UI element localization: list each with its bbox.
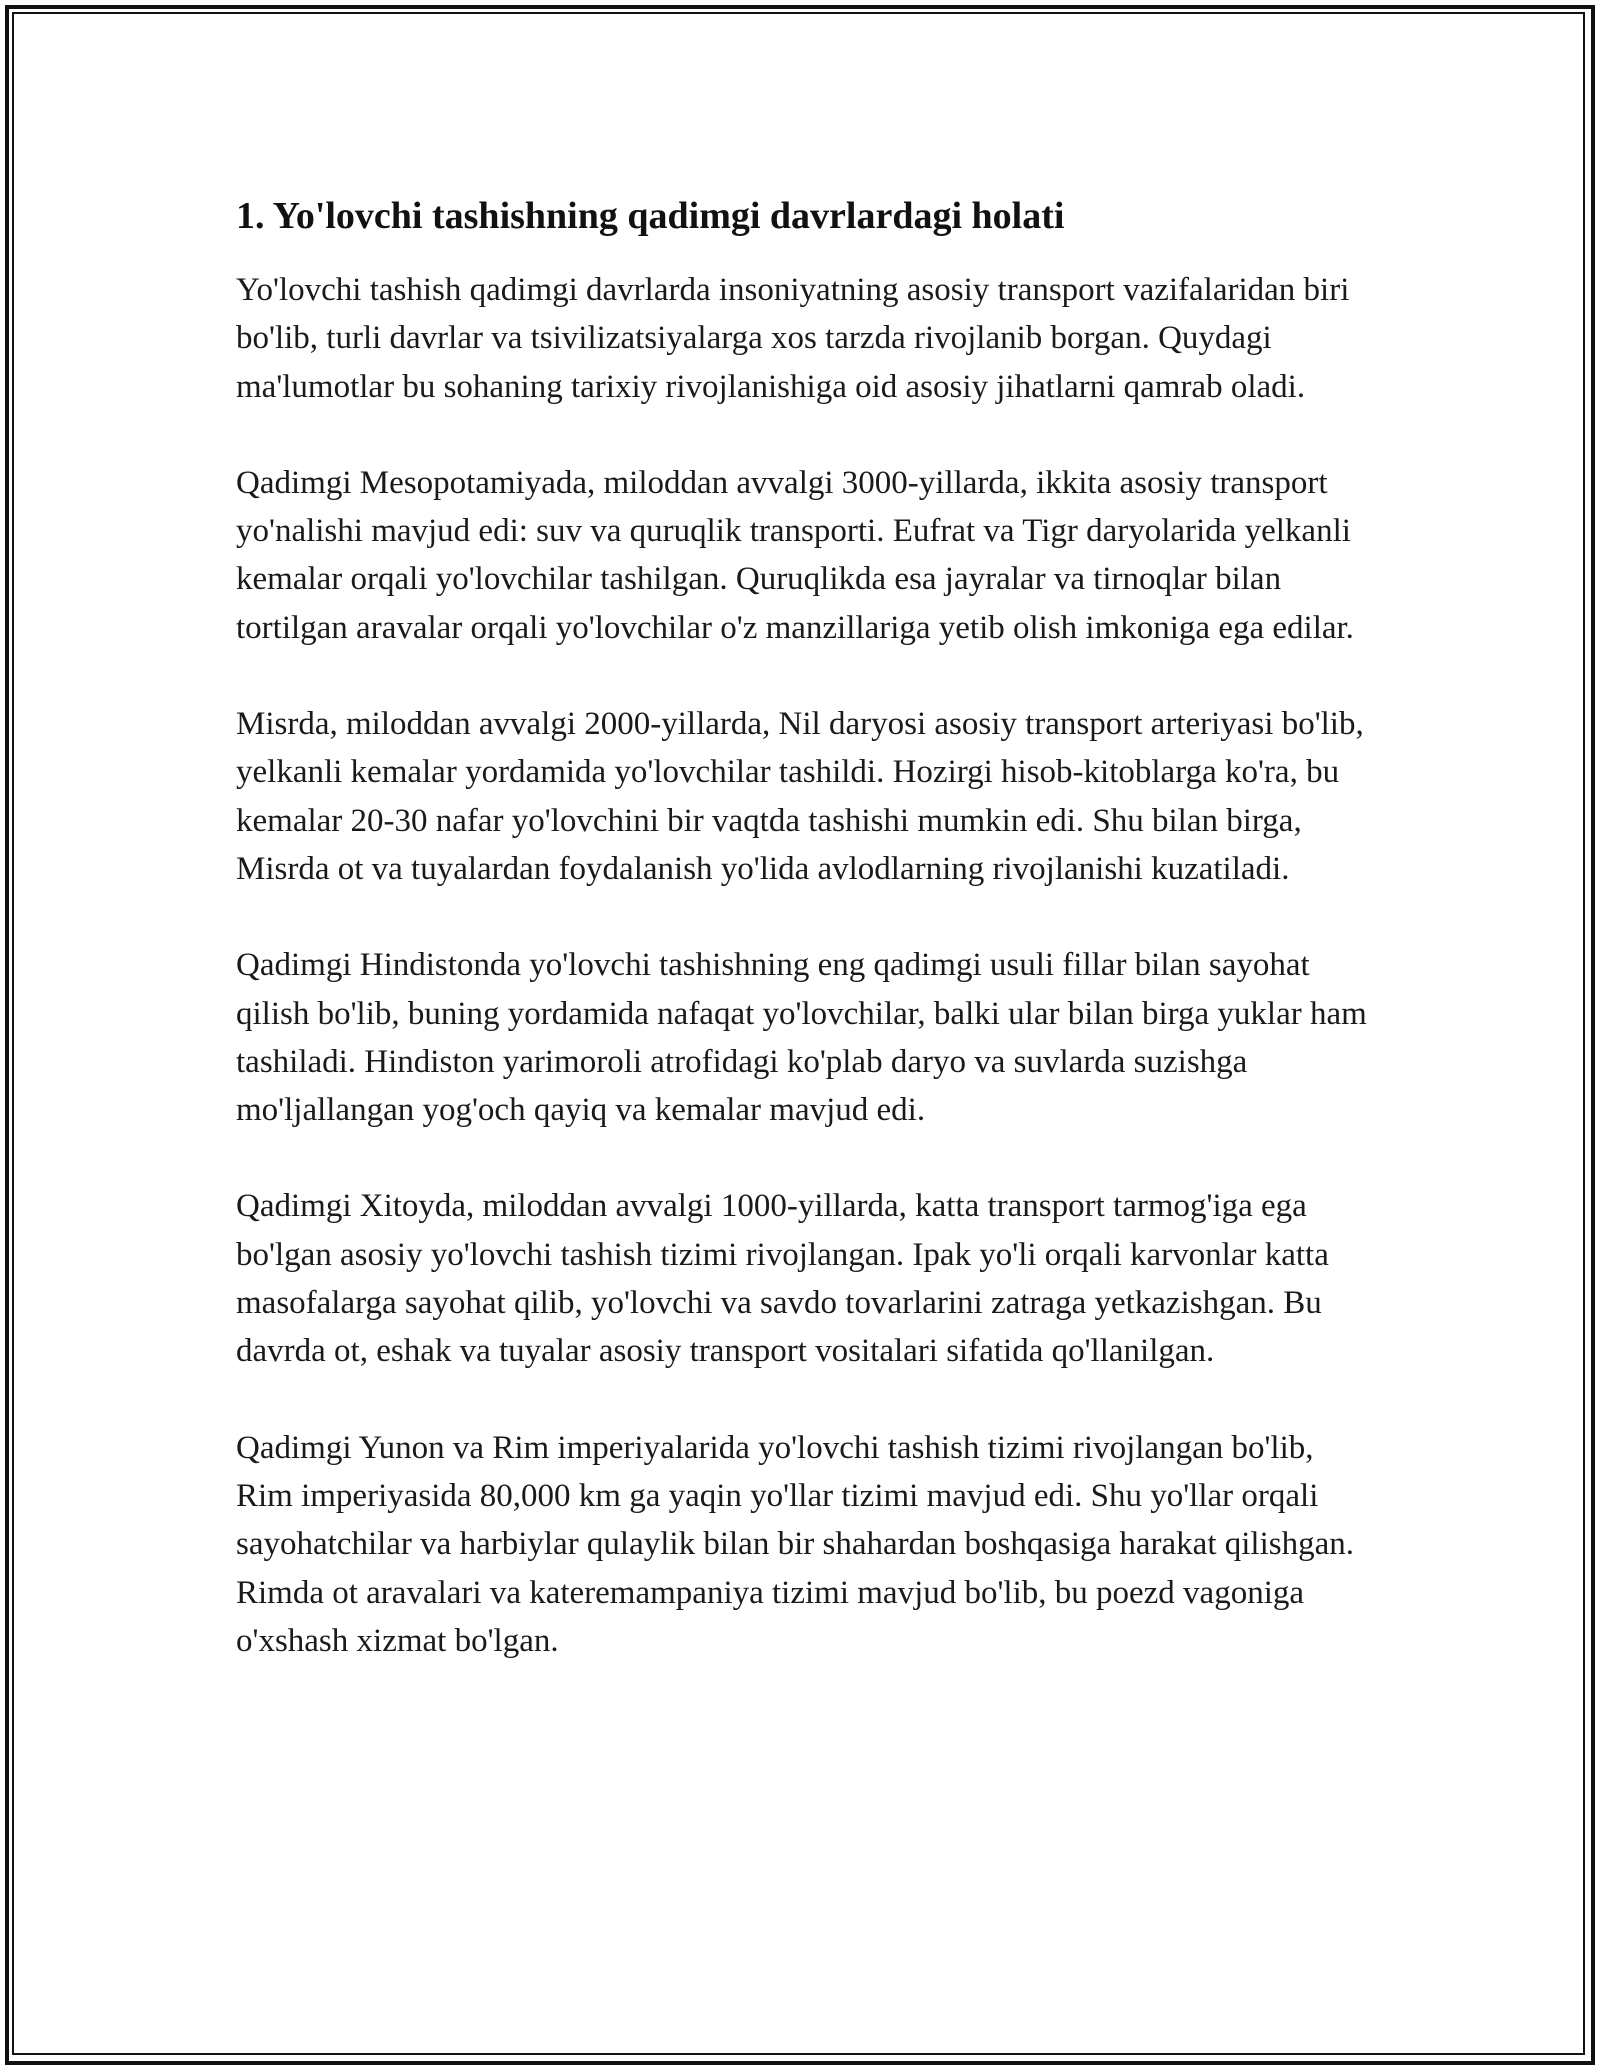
paragraph-india: Qadimgi Hindistonda yo'lovchi tashishning eng qadimgi usuli fillar bilan sayohat qilish bo'lib, buning yordamida nafaqat yo'lovchilar, balki ular bilan birga yuklar ham tashiladi. Hindiston yarimoroli atrofidagi ko'plab daryo va suvlarda suzishga mo'ljallangan yog'och qayiq va kemalar mavjud edi. bbox=[236, 947, 1367, 1129]
paragraph-intro: Yo'lovchi tashish qadimgi davrlarda insoniyatning asosiy transport vazifalaridan biri bo'lib, turli davrlar va tsivilizatsiyalarga xos tarzda rivojlanib borgan. Quydagi ma'lumotlar bu sohaning tarixiy rivojlanishiga oid asosiy jihatlarni qamrab oladi. bbox=[236, 272, 1350, 405]
section-title: 1. Yo'lovchi tashishning qadimgi davrlardagi holati bbox=[236, 195, 1065, 237]
paragraph-china: Qadimgi Xitoyda, miloddan avvalgi 1000-yillarda, katta transport tarmog'iga ega bo'lgan asosiy yo'lovchi tashish tizimi rivojlangan. Ipak yo'li orqali karvonlar katta masofalarga sayohat qilib, yo'lovchi va savdo tovarlarini zatraga yetkazishgan. Bu davrda ot, eshak va tuyalar asosiy transport vositalari sifatida qo'llanilgan. bbox=[236, 1188, 1329, 1370]
paragraph-egypt: Misrda, miloddan avvalgi 2000-yillarda, Nil daryosi asosiy transport arteriyasi bo'lib, yelkanli kemalar yordamida yo'lovchilar tashildi. Hozirgi hisob-kitoblarga ko'ra, bu kemalar 20-30 nafar yo'lovchini bir vaqtda tashishi mumkin edi. Shu bilan birga, Misrda ot va tuyalardan foydalanish yo'lida avlodlarning rivojlanishi kuzatiladi. bbox=[236, 706, 1364, 887]
document-body bbox=[236, 188, 1376, 1713]
paragraph-mesopotamia: Qadimgi Mesopotamiyada, miloddan avvalgi 3000-yillarda, ikkita asosiy transport yo'nalishi mavjud edi: suv va quruqlik transporti. Eufrat va Tigr daryolarida yelkanli kemalar orqali yo'lovchilar tashilgan. Quruqlikda esa jayralar va tirnoqlar bilan tortilgan aravalar orqali yo'lovchilar o'z manzillariga yetib olish imkoniga ega edilar. bbox=[236, 464, 1354, 646]
paragraph-greece-rome: Qadimgi Yunon va Rim imperiyalarida yo'lovchi tashish tizimi rivojlangan bo'lib, Rim imperiyasida 80,000 km ga yaqin yo'llar tizimi mavjud edi. Shu yo'llar orqali sayohatchilar va harbiylar qulaylik bilan bir shahardan boshqasiga harakat qilishgan. Rimda ot aravalari va kateremampaniya tizimi mavjud bo'lib, bu poezd vagoniga o'xshash xizmat bo'lgan. bbox=[236, 1429, 1354, 1659]
